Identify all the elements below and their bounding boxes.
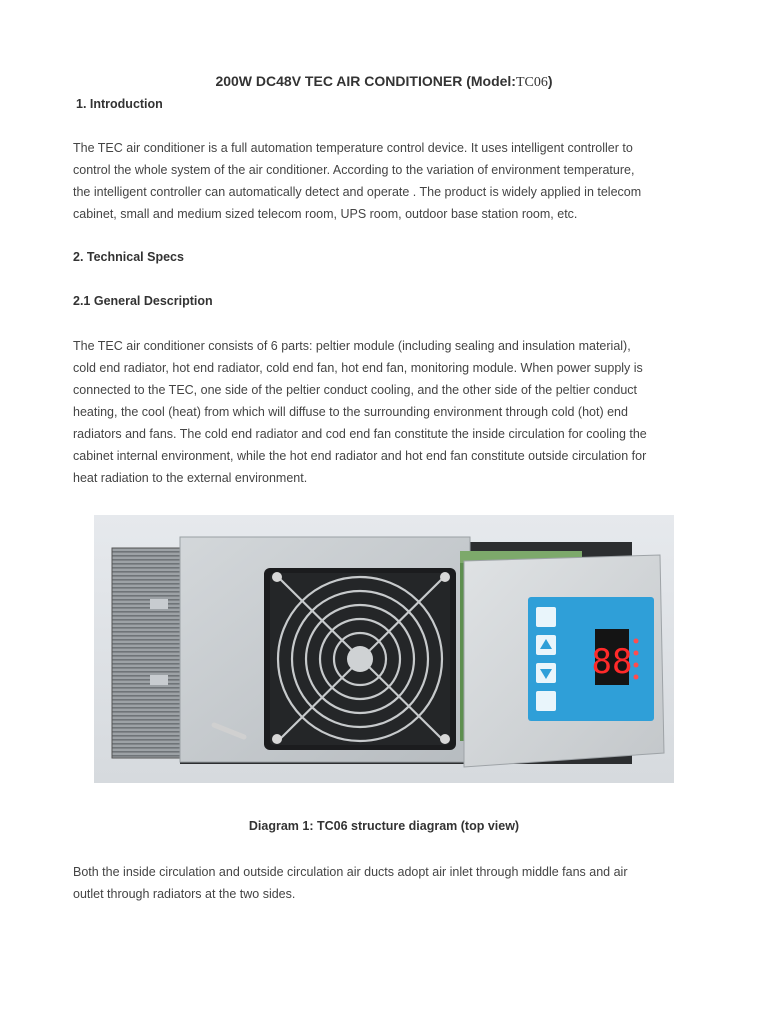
paragraph-line: heating, the cool (heat) from which will diffuse to the surrounding environment through cold (hot) end [73, 405, 628, 419]
heading-general-description: 2.1 General Description [73, 294, 213, 308]
paragraph-line: connected to the TEC, one side of the peltier conduct cooling, and the other side of the peltier conduct [73, 383, 638, 397]
tec-air-conditioner-photo [94, 515, 674, 783]
paragraph-line: cabinet, small and medium sized telecom room, UPS room, outdoor base station room, etc. [73, 207, 578, 221]
display-digits: 88 [591, 642, 633, 682]
paragraph-line: heat radiation to the external environment. [73, 471, 308, 485]
paragraph-line: the intelligent controller can automatically detect and operate . The product is widely applied in telecom [73, 185, 642, 199]
paragraph-line: cold end radiator, hot end radiator, cold end fan, hot end fan, monitoring module. When power supply is [73, 361, 643, 375]
general-description-paragraph [73, 335, 703, 489]
heading-technical-specs: 2. Technical Specs [73, 250, 184, 264]
introduction-paragraph [73, 137, 703, 225]
paragraph-line: The TEC air conditioner consists of 6 parts: peltier module (including sealing and insulation material), [73, 339, 631, 353]
fan-icon [264, 568, 456, 750]
paragraph-line: Both the inside circulation and outside circulation air ducts adopt air inlet through middle fans and air [73, 865, 628, 879]
heading-introduction: 1. Introduction [76, 97, 163, 111]
title-model: TC06 [515, 75, 548, 90]
paragraph-line: outlet through radiators at the two sides. [73, 887, 296, 901]
paragraph-line: The TEC air conditioner is a full automation temperature control device. It uses intelligent controller to [73, 141, 633, 155]
paragraph-line: control the whole system of the air conditioner. According to the variation of environment temperature, [73, 163, 635, 177]
closing-paragraph [73, 861, 703, 905]
page-title [0, 73, 768, 91]
paragraph-line: cabinet internal environment, while the hot end radiator and hot end fan constitute outside circulation for [73, 449, 647, 463]
figure-caption: Diagram 1: TC06 structure diagram (top view) [248, 819, 520, 833]
title-main: 200W DC48V TEC AIR CONDITIONER (Model: [215, 73, 516, 89]
controller-panel [528, 597, 654, 721]
paragraph-line: radiators and fans. The cold end radiator and cod end fan constitute the inside circulation for cooling the [73, 427, 647, 441]
title-close: ) [547, 73, 553, 89]
